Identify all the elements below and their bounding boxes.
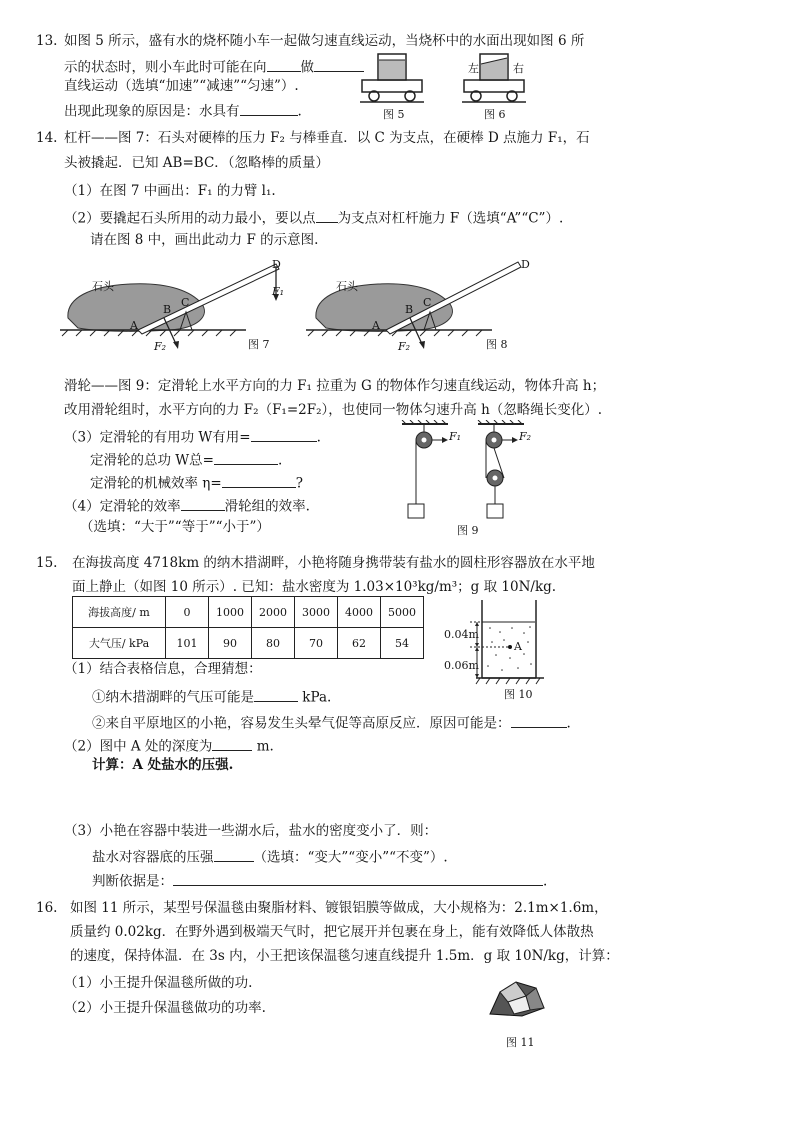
figure-7-stone-label: 石头 (92, 280, 114, 293)
figure-6-right-label: 右 (513, 62, 524, 75)
q16-line-3: 的速度，保持体温．在 3s 内，小王把该保温毯匀速直线提升 1.5m．g 取 10N/kg，计算： (70, 948, 619, 964)
q15-line-2: 面上静止（如图 10 所示）. 已知：盐水密度为 1.03×10³kg/m³；g 取 10N/kg. (72, 579, 557, 595)
figure-8-point-c: C (423, 296, 432, 309)
q14-number: 14. (36, 130, 58, 146)
table-row (73, 628, 424, 659)
figure-5-caption: 图 5 (383, 108, 405, 121)
table-cell: 101 (166, 628, 209, 659)
q15-part-3a: 盐水对容器底的压强 （选填：“变大”“变小”“不变”）. (92, 847, 448, 866)
q15-part-2: （2）图中 A 处的深度为 m. (64, 736, 274, 755)
altitude-pressure-table (72, 596, 424, 659)
figure-7-point-d: D (272, 258, 281, 271)
q15-blank-depth[interactable] (212, 736, 252, 751)
table-row (73, 597, 424, 628)
pulley-intro-line-1: 滑轮——图 9：定滑轮上水平方向的力 F₁ 拉重为 G 的物体作匀速直线运动，物体升高 h； (64, 378, 606, 394)
q13-blank-reason[interactable] (240, 101, 298, 116)
q16-number: 16. (36, 900, 58, 916)
figure-6-caption: 图 6 (484, 108, 506, 121)
figure-9-force-f1: F₁ (449, 430, 462, 443)
q13-line-3: 直线运动（选填“加速”“减速”“匀速”）. (64, 78, 299, 94)
table-cell: 0 (166, 597, 209, 628)
q15-part-3b: 判断依据是： . (92, 871, 547, 890)
figure-8-point-a: A (372, 319, 380, 332)
table-cell: 80 (252, 628, 295, 659)
q14-blank-total-work[interactable] (214, 450, 278, 465)
figure-10-container (440, 600, 550, 690)
figure-8-caption: 图 8 (486, 338, 508, 351)
q14-line-2: 头被撬起．已知 AB=BC．（忽略棒的质量） (64, 155, 330, 171)
q13-blank-motion[interactable] (314, 57, 364, 72)
q14-blank-compare[interactable] (181, 496, 225, 511)
q16-line-2: 质量约 0.02kg．在野外遇到极端天气时，把它展开并包裹在身上，能有效降低人体散热 (70, 924, 594, 940)
figure-10-dim-top: 0.04m (444, 628, 479, 641)
q14-part-4: （4）定滑轮的效率 滑轮组的效率. (64, 496, 310, 515)
q14-blank-pivot[interactable] (316, 208, 338, 223)
figure-8-stone-label: 石头 (336, 280, 358, 293)
figure-10-point-a: A (514, 640, 522, 653)
q14-part-4-options: （选填：“大于”“等于”“小于”） (80, 519, 270, 535)
figure-11-blanket (486, 978, 548, 1020)
q15-part-1: （1）结合表格信息，合理猜想： (64, 661, 262, 677)
q15-blank-reason[interactable] (511, 713, 567, 728)
figure-11-caption: 图 11 (506, 1036, 535, 1049)
q15-part-1a: ①纳木措湖畔的气压可能是 kPa. (92, 687, 331, 706)
q15-number: 15. (36, 555, 58, 571)
q13-line-1: 如图 5 所示，盛有水的烧杯随小车一起做匀速直线运动，当烧杯中的水面出现如图 6 所 (64, 33, 585, 49)
q14-part-3-useful-work: （3）定滑轮的有用功 W有用= . (64, 427, 321, 446)
table-cell: 大气压/ kPa (73, 628, 166, 659)
table-cell: 90 (209, 628, 252, 659)
table-cell: 70 (295, 628, 338, 659)
figure-7-point-c: C (181, 296, 190, 309)
q15-blank-justification[interactable] (173, 871, 543, 886)
table-cell: 海拔高度/ m (73, 597, 166, 628)
figure-8-force-f2: F₂ (398, 340, 411, 353)
figure-6-left-label: 左 (468, 62, 479, 75)
figure-8-point-d: D (521, 258, 530, 271)
q14-line-1: 杠杆——图 7：石头对硬棒的压力 F₂ 与棒垂直．以 C 为支点，在硬棒 D 点施力 F₁，石 (64, 130, 590, 146)
q13-line-4: 出现此现象的原因是：水具有 . (64, 101, 302, 120)
table-cell: 2000 (252, 597, 295, 628)
figure-10-dim-bottom: 0.06m (444, 659, 479, 672)
q13-blank-direction[interactable] (267, 57, 301, 72)
q15-part-1b: ②来自平原地区的小艳，容易发生头晕气促等高原反应．原因可能是： . (92, 713, 571, 732)
figure-7-force-f2: F₂ (154, 340, 167, 353)
q15-blank-pressure-change[interactable] (214, 847, 254, 862)
figure-5-cart (360, 54, 424, 102)
q13-line-2: 示的状态时，则小车此时可能在向 做 (64, 57, 364, 76)
table-cell: 54 (381, 628, 424, 659)
q16-line-1: 如图 11 所示，某型号保温毯由聚脂材料、镀银铝膜等做成，大小规格为：2.1m×1.6m， (70, 900, 608, 916)
q15-line-1: 在海拔高度 4718km 的纳木措湖畔，小艳将随身携带装有盐水的圆柱形容器放在水平地 (72, 555, 595, 571)
figure-7-point-b: B (163, 303, 172, 316)
table-cell: 4000 (338, 597, 381, 628)
q14-part-3-total-work: 定滑轮的总功 W总= . (90, 450, 282, 469)
q16-part-1: （1）小王提升保温毯所做的功. (64, 975, 253, 991)
figure-8-point-b: B (405, 303, 414, 316)
q16-part-2: （2）小王提升保温毯做功的功率. (64, 1000, 266, 1016)
q14-part-1: （1）在图 7 中画出：F₁ 的力臂 l₁. (64, 183, 276, 199)
table-cell: 3000 (295, 597, 338, 628)
q15-blank-pressure[interactable] (254, 687, 298, 702)
q14-part-3-efficiency: 定滑轮的机械效率 η= ? (90, 473, 303, 492)
figure-10-caption: 图 10 (504, 688, 533, 701)
q15-part-2-calc: 计算：A 处盐水的压强. (92, 757, 234, 773)
q14-part-2-instruction: 请在图 8 中，画出此动力 F 的示意图. (90, 232, 319, 248)
figure-9-caption: 图 9 (457, 524, 479, 537)
figure-9-force-f2: F₂ (519, 430, 532, 443)
q14-part-2: （2）要撬起石头所用的动力最小，要以点 为支点对杠杆施力 F（选填“A”“C”）. (64, 208, 563, 227)
pulley-intro-line-2: 改用滑轮组时，水平方向的力 F₂（F₁=2F₂），也使同一物体匀速升高 h（忽略绳长变化）. (64, 402, 603, 418)
figure-7-caption: 图 7 (248, 338, 270, 351)
q15-part-3: （3）小艳在容器中装进一些湖水后，盐水的密度变小了．则： (64, 823, 438, 839)
table-cell: 1000 (209, 597, 252, 628)
q14-blank-efficiency[interactable] (222, 473, 296, 488)
q14-blank-useful-work[interactable] (251, 427, 317, 442)
table-cell: 62 (338, 628, 381, 659)
table-cell: 5000 (381, 597, 424, 628)
figure-7-force-f1: F₁ (272, 285, 285, 298)
figure-7-point-a: A (130, 319, 138, 332)
q13-number: 13. (36, 33, 58, 49)
